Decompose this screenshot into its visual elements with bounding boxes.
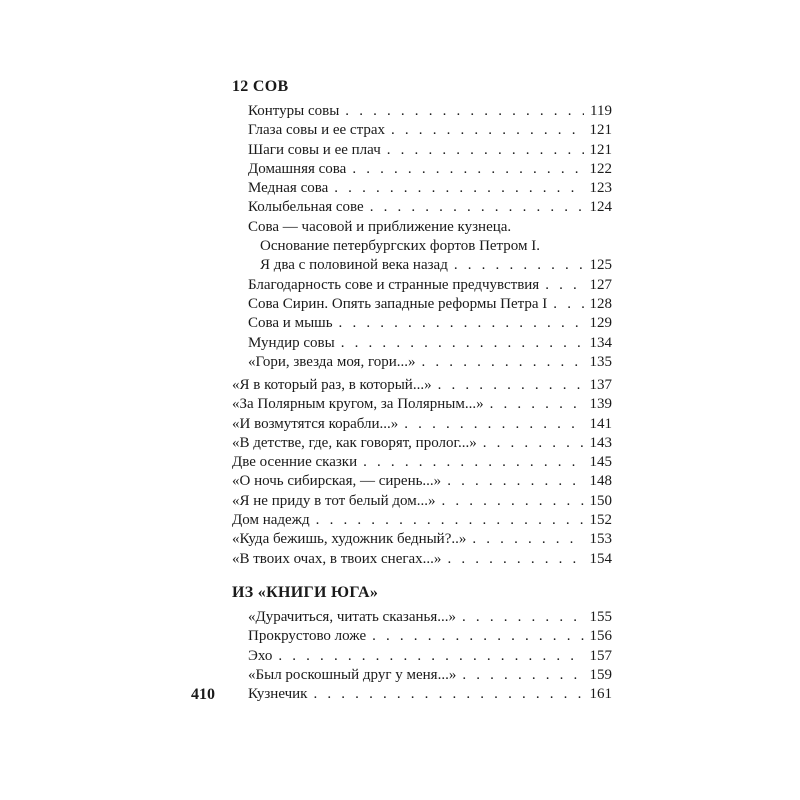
dot-leader [490,395,584,414]
toc-entry [232,198,612,217]
toc-entry [232,179,612,198]
entry-title: Благодарность сове и странные предчувствия [248,276,540,293]
page-number: 159 [589,666,612,683]
entry-title: «И возмутятся корабли...» [232,415,399,432]
page-number: 148 [589,473,612,490]
dot-leader [483,434,584,453]
entry-title: «Куда бежишь, художник бедный?..» [232,531,467,548]
page-number: 124 [589,199,612,216]
entry-title: Сова и мышь [248,315,333,332]
toc-entry [232,160,612,179]
toc-entry [232,256,612,275]
dot-leader [422,353,585,372]
page-number: 153 [589,531,612,548]
page-number: 139 [589,396,612,413]
entry-title: Шаги совы и ее плач [248,141,381,158]
dot-leader [391,121,584,140]
entry-title: Медная сова [248,180,329,197]
dot-leader [363,453,584,472]
entry-title: Две осенние сказки [232,454,358,471]
page-number: 161 [589,686,612,703]
entry-title: Прокрустово ложе [248,628,367,645]
page-number: 137 [589,377,612,393]
toc-entry [232,685,612,704]
toc-entry [232,608,612,627]
toc-entry [232,550,612,569]
page-number: 121 [589,141,612,158]
dot-leader [472,530,584,549]
entry-title-line: Основание петербургских фортов Петром I. [260,238,540,255]
entry-title: «В детстве, где, как говорят, пролог...» [232,434,477,451]
entry-title: Дом надежд [232,512,310,529]
toc-entry [232,276,612,295]
dot-leader [404,415,584,434]
dot-leader [341,334,584,353]
entry-title: Кузнечик [248,686,308,703]
toc-entry [232,102,612,121]
section-kniga-yuga [232,582,612,704]
page-number: 129 [589,315,612,332]
dot-leader [339,314,584,333]
section-12-sov [232,76,612,372]
page-number: 121 [589,122,612,139]
toc-entry [232,295,612,314]
entry-title: «Был роскошный друг у меня...» [248,666,457,683]
page-number: 156 [589,628,612,645]
page-number: 127 [589,276,612,293]
toc-entry [232,666,612,685]
toc-entry [232,434,612,453]
entry-title: Эхо [248,647,273,664]
toc-entry [232,647,612,666]
page-number: 157 [589,647,612,664]
page-number: 123 [589,180,612,197]
toc-entry [232,492,612,511]
dot-leader [387,141,584,160]
toc-entry [232,353,612,372]
entry-title: «Гори, звезда моя, гори...» [248,353,416,370]
dot-leader [372,627,584,646]
toc-entry [232,314,612,333]
toc-entry [232,376,612,395]
dot-leader [370,198,584,217]
page-number: 135 [589,353,612,370]
entry-title: Глаза совы и ее страх [248,122,385,139]
toc-entry [232,472,612,491]
section-heading: ИЗ «КНИГИ ЮГА» [232,584,379,601]
dot-leader [545,276,584,295]
page-number: 125 [589,257,612,274]
dot-leader [345,102,584,121]
entry-title: Домашняя сова [248,160,347,177]
toc-entry [232,334,612,353]
entry-title: Я два с половиной века назад [260,257,448,274]
toc-entry [232,511,612,530]
page-number: 143 [589,434,612,451]
page-number: 152 [589,512,612,529]
dot-leader [454,256,584,275]
page-number: 150 [589,492,612,509]
entry-title: «В твоих очах, в твоих снегах...» [232,550,442,567]
dot-leader [447,472,584,491]
toc-entry [232,121,612,140]
entry-title: Сова Сирин. Опять западные реформы Петра I [248,295,548,312]
dot-leader [313,685,584,704]
dot-leader [438,376,584,395]
entry-title: Колыбельная сове [248,199,364,216]
entry-title: «Я в который раз, в который...» [232,377,432,393]
dot-leader [316,511,584,530]
poems-list [232,376,612,569]
toc-entry [232,453,612,472]
page-number: 155 [589,609,612,625]
page-number: 145 [589,454,612,471]
section-heading: 12 СОВ [232,78,289,95]
dot-leader [278,647,584,666]
entry-title: «Дурачиться, читать сказанья...» [248,609,457,625]
dot-leader [553,295,584,314]
dot-leader [447,550,584,569]
entry-title: «О ночь сибирская, — сирень...» [232,473,442,490]
dot-leader [462,608,584,627]
page-number: 122 [589,160,612,177]
folio-page-number: 410 [191,686,215,703]
dot-leader [441,492,584,511]
dot-leader [462,666,584,685]
entry-title: «Я не приду в тот белый дом...» [232,492,436,509]
toc-entry [232,627,612,646]
page-number: 134 [589,334,612,351]
entry-title-line: Сова — часовой и приближение кузнеца. [248,218,512,235]
entry-title: Мундир совы [248,334,335,351]
entry-title: Контуры совы [248,103,340,119]
toc-entry [232,395,612,414]
dot-leader [352,160,584,179]
dot-leader [334,179,584,198]
page-number: 141 [589,415,612,432]
toc-entry [232,415,612,434]
page-number: 128 [589,295,612,312]
entry-title: «За Полярным кругом, за Полярным...» [232,396,484,413]
page-number: 119 [590,103,612,119]
page-number: 154 [589,550,612,567]
toc-entry [232,141,612,160]
toc-entry [232,530,612,549]
